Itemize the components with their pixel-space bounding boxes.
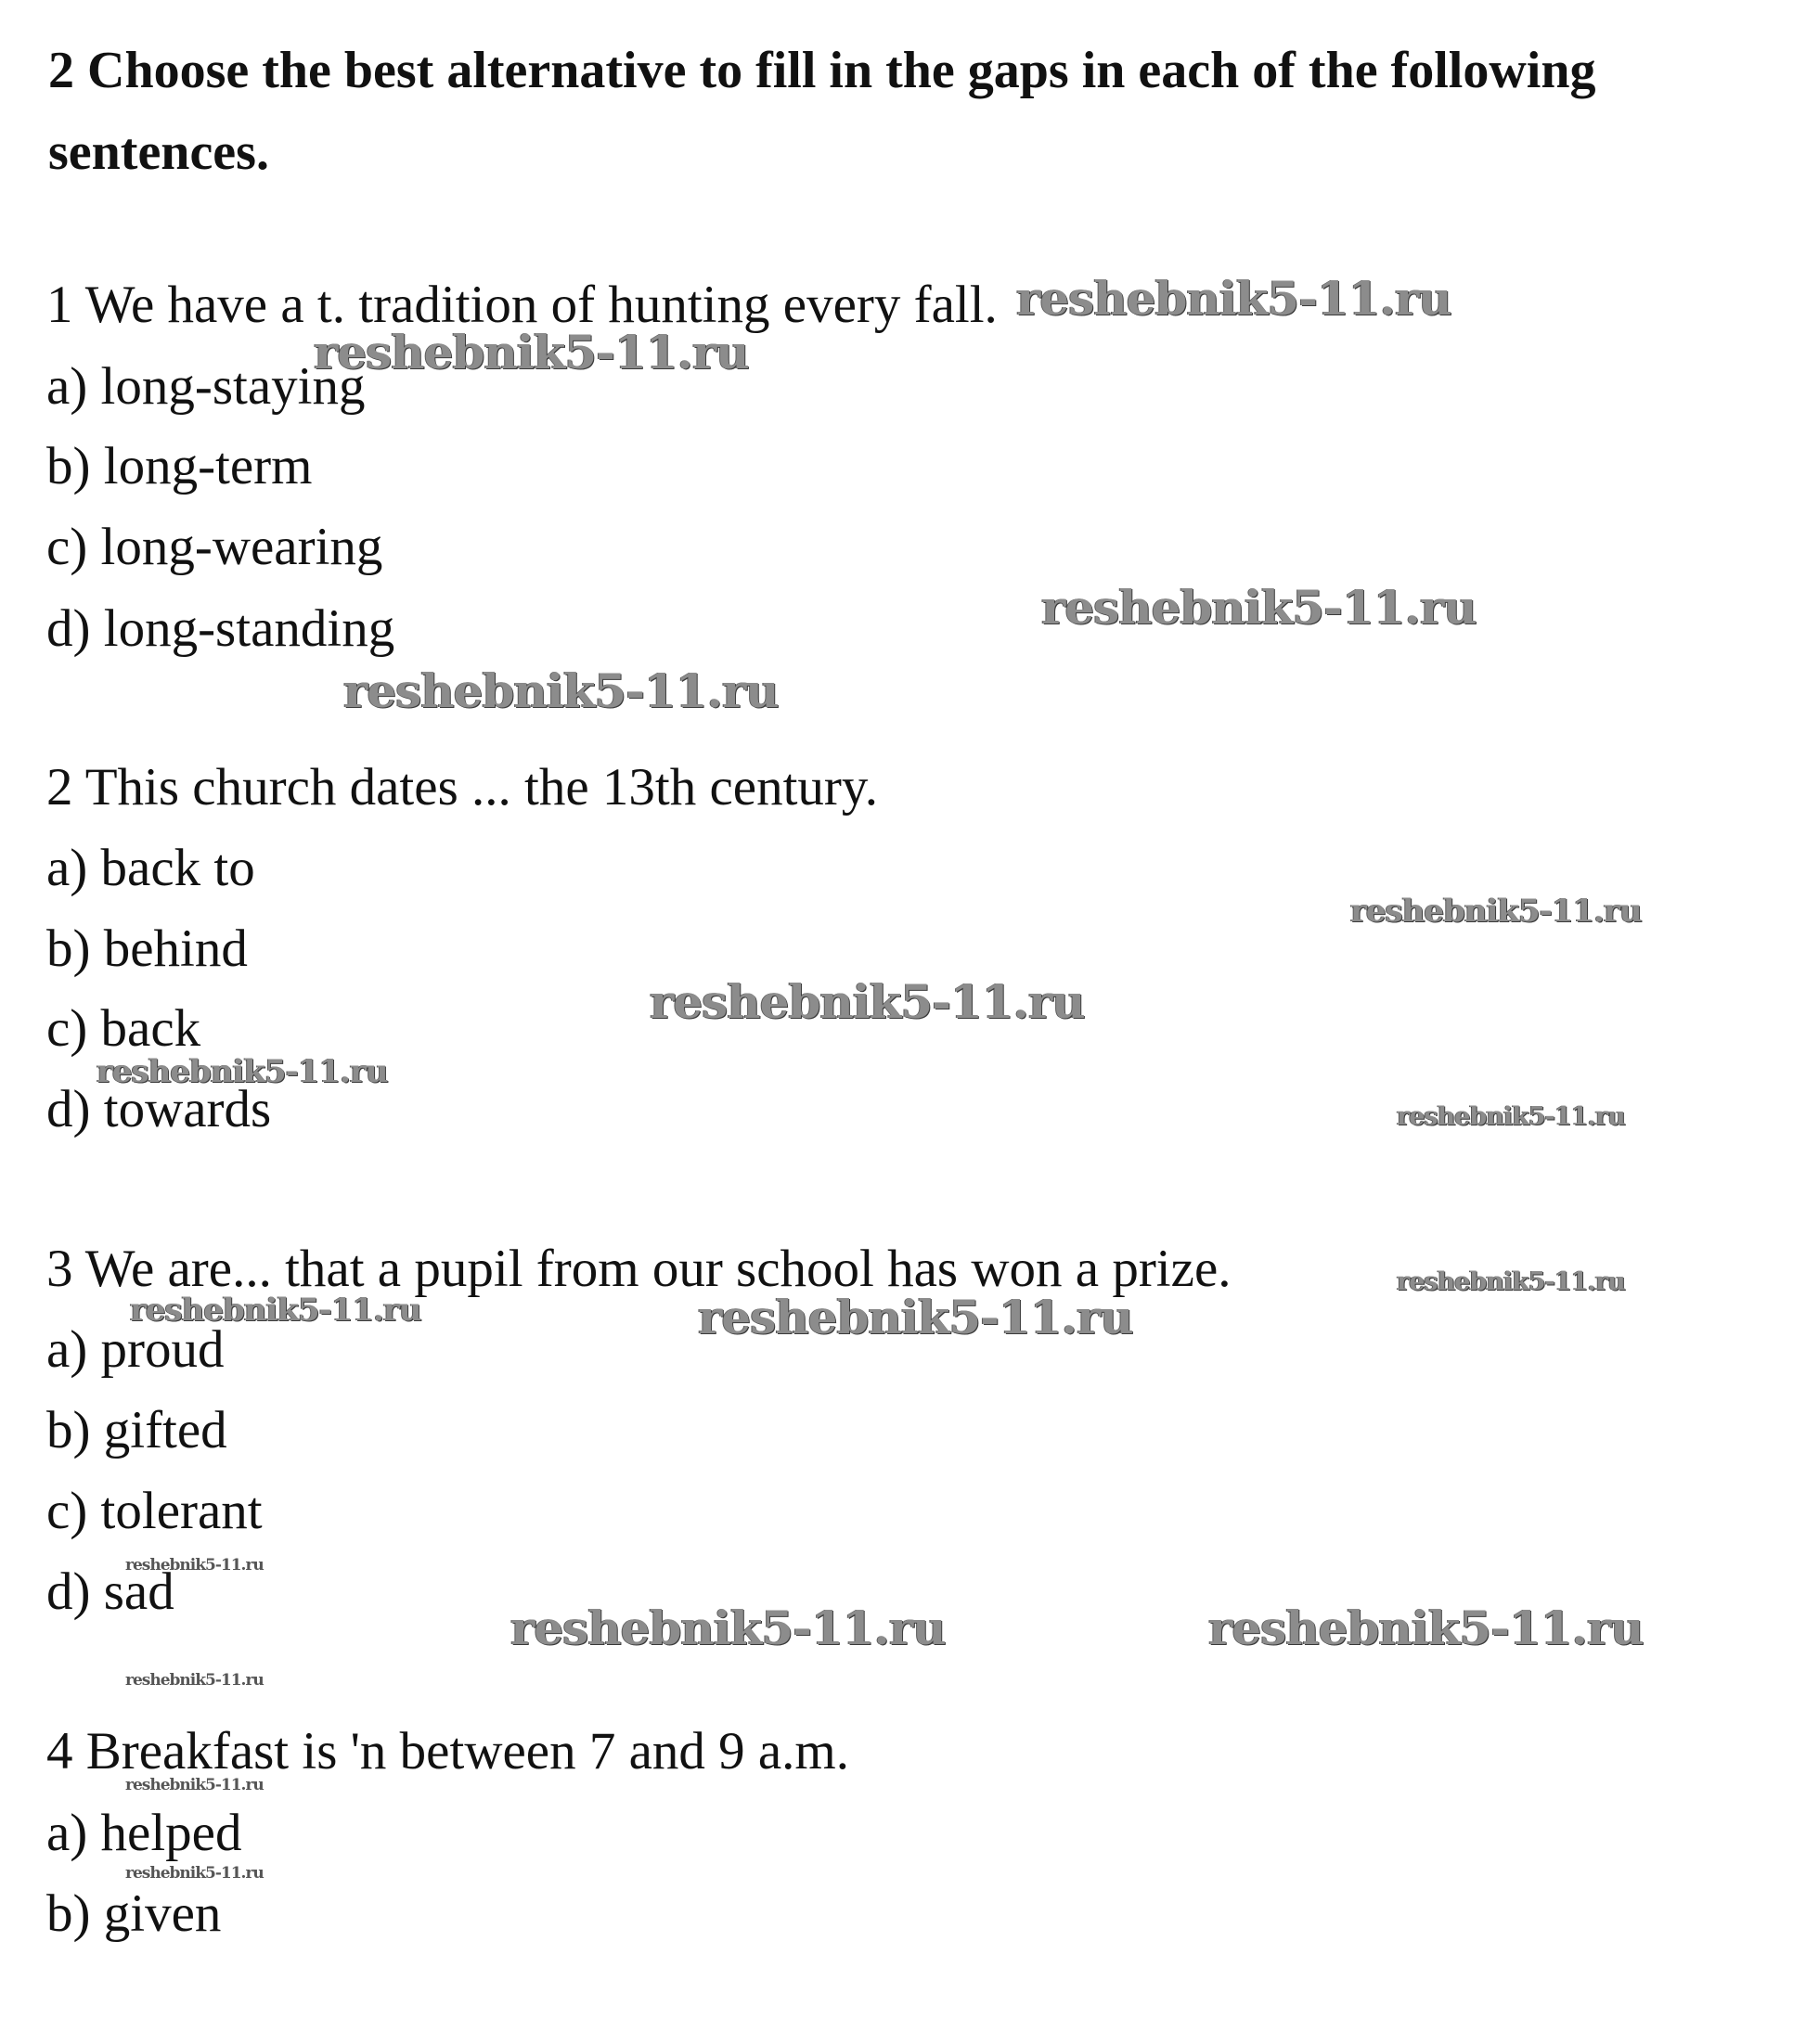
question-1-prompt: 1 We have a t. tradition of hunting every fall. — [46, 276, 998, 334]
watermark: reshebnik5-11.ru — [125, 1864, 264, 1883]
question-2-prompt: 2 This church dates ... the 13th century. — [46, 758, 878, 816]
question-3-option-b: b) gifted — [46, 1401, 227, 1459]
watermark: reshebnik5-11.ru — [343, 663, 779, 718]
watermark: reshebnik5-11.ru — [125, 1671, 264, 1690]
question-4-prompt: 4 Breakfast is 'n between 7 and 9 a.m. — [46, 1722, 850, 1780]
question-3-option-c: c) tolerant — [46, 1482, 263, 1540]
question-4-option-b: b) given — [46, 1884, 222, 1943]
watermark: reshebnik5-11.ru — [125, 1556, 264, 1575]
question-3-option-d: d) sad — [46, 1562, 174, 1621]
question-2-option-d: d) towards — [46, 1080, 272, 1138]
watermark: reshebnik5-11.ru — [1208, 1600, 1644, 1655]
question-2-option-c: c) back — [46, 999, 201, 1058]
question-2-option-a: a) back to — [46, 839, 255, 897]
watermark: reshebnik5-11.ru — [510, 1600, 946, 1655]
watermark: reshebnik5-11.ru — [1350, 893, 1642, 930]
question-3-option-a: a) proud — [46, 1320, 225, 1379]
watermark: reshebnik5-11.ru — [698, 1290, 1133, 1344]
watermark: reshebnik5-11.ru — [125, 1776, 264, 1794]
watermark: reshebnik5-11.ru — [314, 325, 749, 379]
question-2-option-b: b) behind — [46, 919, 248, 978]
watermark: reshebnik5-11.ru — [97, 1053, 388, 1090]
watermark: reshebnik5-11.ru — [1397, 1267, 1625, 1296]
watermark: reshebnik5-11.ru — [1016, 271, 1451, 326]
watermark: reshebnik5-11.ru — [130, 1292, 421, 1329]
exercise-heading: 2 Choose the best alternative to fill in the gaps in each of the following sentences. — [48, 42, 1596, 181]
watermark: reshebnik5-11.ru — [1397, 1102, 1625, 1131]
question-1-option-b: b) long-term — [46, 437, 313, 495]
question-1-option-d: d) long-standing — [46, 599, 395, 658]
question-1-option-c: c) long-wearing — [46, 518, 383, 576]
watermark: reshebnik5-11.ru — [1041, 580, 1477, 635]
question-3-prompt: 3 We are... that a pupil from our school has won a prize. — [46, 1240, 1232, 1298]
question-1-option-a: a) long-staying — [46, 357, 366, 416]
question-4-option-a: a) helped — [46, 1804, 242, 1862]
watermark: reshebnik5-11.ru — [650, 974, 1085, 1029]
